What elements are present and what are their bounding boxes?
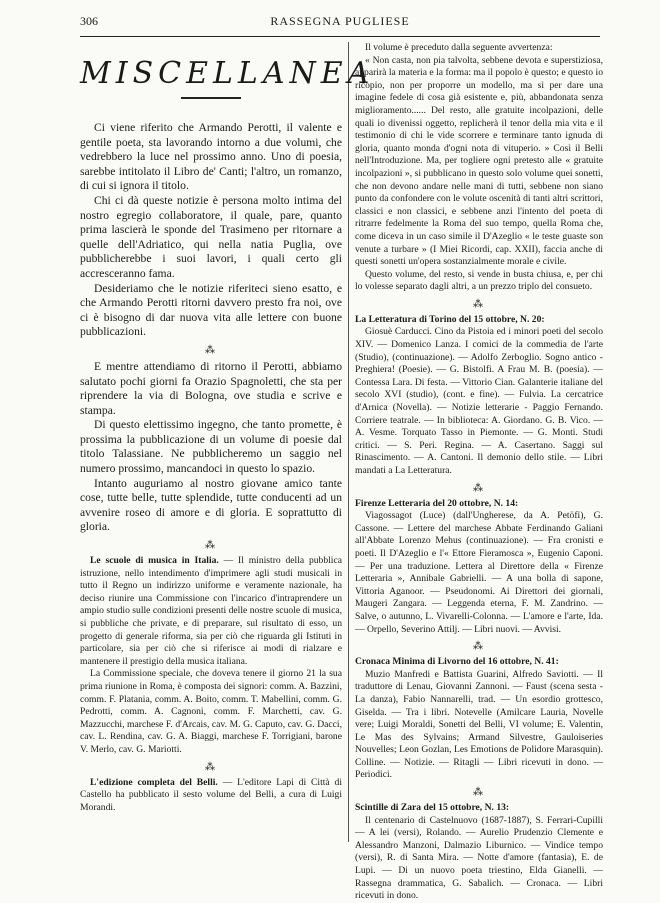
ornament: ⁂ [473, 787, 485, 799]
ornament: ⁂ [205, 540, 217, 552]
paragraph: Ci viene riferito che Armando Perotti, il valente e gentile poeta, sta lavorando intorno a due volumi, che vedrebbero la luce nel prossimo anno. Uno di poesia, sarebbe intitolato il Libro de' Canti; l'altro, un romanzo, di cui si ignora il titolo. [80, 121, 342, 193]
journal-title: RASSEGNA PUGLIESE [270, 14, 410, 28]
page-header [80, 14, 600, 32]
news-body: — L'editore Lapi di Città di Castello ha pubblicato il sesto volume del Belli, a cura di Luigi Morandi. [80, 776, 342, 813]
title-rule [181, 97, 241, 99]
ornament: ⁂ [205, 761, 217, 773]
ornament: ⁂ [205, 344, 217, 356]
news-heading: Le scuole di musica in Italia. [90, 555, 219, 567]
ornament: ⁂ [473, 298, 485, 310]
periodical-heading: La Letteratura di Torino del 15 ottobre, N. 20: [355, 313, 545, 325]
paragraph: Questo volume, del resto, si vende in busta chiusa, e, per chi lo volesse separato dagli altri, a un prezzo triplo del consueto. [355, 268, 603, 293]
news-body-continued: La Commissione speciale, che doveva tenere il giorno 21 la sua prima riunione in Roma, è composta dei signori: comm. A. Bazzini, comm. F. Platania, comm. A. Boito, comm. T. Mabellini, comm. G. Pedrotti, comm. A. Cagnoni, comm. F. Marchetti, cav. G. Mazzucchi, marchese F. d'Arcais, cav. M. G. Caputo, cav. G. Dacci, cav. L. Rendina, cav. G. A. Biaggi, marchese F. Torrigiani, barone V. Merlo, cav. G. Mariotti. [80, 668, 342, 755]
paragraph: Chi ci dà queste notizie è persona molto intima del nostro egregio collaboratore, il quale, pare, quanto prima lascierà le sponde del Trasimeno per ritornare a quelle dell'Adriatico, qui nella natia Puglia, ove pubblicherebbe i suoi lavori, i quali certo gli accresceranno fama. [80, 193, 342, 280]
news-body: — Il ministro della pubblica istruzione, nello intendimento d'imprimere agli studi musicali in tutto il Regno un indirizzo uniforme e veramente nazionale, ha deciso riunire una Commissione con l'incarico d'intraprendere un ampio studio sulle condizioni presenti delle nostre scuole di musica, si pubbliche che private, e di preparare, sul risultato di esso, un progetto di generale riforma, sia per ciò che riguarda gli Istituti in particolare, sia per ciò che si riferisce ai modi di rialzare e mantenere il prestigio della musica italiana. [80, 555, 342, 667]
news-heading: L'edizione completa del Belli. [90, 776, 218, 788]
paragraph: Di questo elettissimo ingegno, che tanto promette, è prossima la pubblicazione di un volume di poesie dal titolo Talassiane. Ne pubblicheremo un saggio nel numero prossimo, mancandoci in questo lo spazio. [80, 418, 342, 476]
periodical-contents: Viagossagot (Luce) (dall'Ungherese, da A. Petöfi), G. Cassone. — Lettere del marchese Abbate Ferdinando Galiani all'Abbate Lorenzo Mehus (continuazione). — Fra cronisti e poeti. Il D'Azeglio e l'« Ettore Fieramosca », Eugenio Caponi. — Per una traduzione. Lettera al Direttore della « Firenze Letteraria », Annibale Gabrielli. — A una bolla di sapone, Vittoria Aganoor. — Pseudonomi. Ai Direttori dei giornali, Maugeri Zangara. — Leggenda eterna, F. M. Zandrino. — Salve, o autunno, L. Vivarelli-Colonna. — L'amore e l'arte, Ida. — Orpello, Severino Attilj. — Libri nuovi. — Avvisi. [355, 510, 603, 635]
column-divider [348, 42, 349, 842]
paragraph: Intanto auguriamo al nostro giovane amico tante cose, tutte belle, tutte splendide, tutte conducenti ad un avvenire roseo di amore e di gloria. E soprattutto di gloria. [80, 476, 342, 534]
periodical-heading: Scintille di Zara del 15 ottobre, N. 13: [355, 802, 510, 814]
paragraph: E mentre attendiamo di ritorno il Perotti, abbiamo salutato pochi giorni fa Orazio Spagnoletti, che sta per riprendere la via di Bologna, ove studia e scrive e stampa. [80, 359, 342, 417]
left-column [80, 42, 375, 814]
periodical-contents: Il centenario di Castelnuovo (1687-1887), S. Ferrari-Cupilli — A lei (versi), Rolando. — Aurelio Prudenzio Clemente e Alessandro Manzoni, Dalmazio Liburnico. — Vindice tempo (versi), R. di Santa Mira. — Notte d'amore (fantasia), E. de Lupi. — Di un nuovo poeta triestino, Elda Gianelli. — Rassegna drammatica, G. Sabalich. — Cronaca. — Libri ricevuti in dono. [355, 814, 603, 902]
section-title: MISCELLANEA [80, 56, 375, 91]
ornament: ⁂ [473, 482, 485, 494]
paragraph: Desideriamo che le notizie riferiteci sieno esatto, e che Armando Perotti ritorni davvero presto fra noi, ove ci è bisogno di dar nuova vita alle lettere con buone pubblicazioni. [80, 281, 342, 339]
quote-paragraph: « Non casta, non pia talvolta, sebbene devota e superstiziosa, apparirà la materia e la forma: ma il popolo è questo; e questo io ricopio, non per proporre un modello, ma sì per dare una imagine fedele di cosa già esistente e, più, abbandonata senza miglioramento...... Del resto, alle gratuite incolpazioni, delle quali io divenissi oggetto, replicherà il tenor della mia vita e il testimonio di chi le vide scorrere e terminare tanto ignuda di gloria, quanto monda d'ogni nota di vituperio. » Così il Belli nell'Introduzione. Ma, per togliere ogni pretesto alle « gratuite incolpazioni », si pubblicano in questo solo volume quei sonetti, che non devono andare nelle mani di tutti, sebbene non siano punto da confondere con le volute oscenità di tanti altri scrittori, classici e non classici, e sebbene anzi l'intento del poeta di ritrarre fedelmente la Roma del suo tempo, quella Roma che, come diceva in un caso simile il D'Azeglio « le teste guaste son venute a turbare » (I Miei Ricordi, cap. XXII), faccia anche di questi sonetti un'opera sostanzialmente morale e civile. [355, 54, 603, 268]
periodical-heading: Firenze Letteraria del 20 ottobre, N. 14: [355, 497, 519, 509]
periodical-heading: Cronaca Minima di Livorno del 16 ottobre, N. 41: [355, 656, 559, 668]
ornament: ⁂ [473, 641, 485, 653]
news-item-belli [80, 777, 342, 815]
paragraph: Il volume è preceduto dalla seguente avvertenza: [365, 42, 553, 53]
right-column [355, 42, 603, 903]
page-number: 306 [80, 14, 98, 28]
periodical-contents: Giosuè Carducci. Cino da Pistoia ed i minori poeti del secolo XIV. — Domenico Lanza. I comici de la commedia de l'arte (Studio), (continuazione). — Adolfo Zerboglio. Sogno antico - Preghiera! (Poesie). — G. Bistolfi. A Frau M. B. (poesia). — Contessa Lara. Di festa. — Vittorio Cian. Galanterie italiane del secolo XVI (studio), (cont. e fine). — Fulvia. La cercatrice d'Arnica (Novella). — Notizie letterarie - Paggio Fernando. Corriere teatrale. — In biblioteca: A. Giordano. G. B. Vico. — A. Vesme. Torquato Tasso in Piemonte. — G. Monti. Studi critici. — S. Peri. Regina. — A. Casertano. Saggi sul Rinascimento. — A. Cantoni. Il demonio dello stile. — Libri mandati a La Letteratura. [355, 326, 603, 476]
header-rule [80, 36, 600, 37]
news-item-scuole [80, 555, 342, 668]
periodical-contents: Muzio Manfredi e Battista Guarini, Alfredo Saviotti. — Il traduttore di Lenau, Giovanni Zannoni. — Faust (scena sesta - La danza), Fabio Nannarelli, trad. — Un esordio grottesco, Giselda. — Tra i libri. Notevelle (Amilcare Lauria, Novelle vere; Luigi Moraldi, Sonetti del Belli, VI volume; E. Valentin, Le Mas des Sylvains; Armand Silvestre, Gauloiseries Nouvelles; Leon Gozlan, Les Emotions de Polidore Marasquin). Colline. — Notizie. — Ritagli — Libri ricevuti in dono. — Periodici. [355, 668, 603, 781]
